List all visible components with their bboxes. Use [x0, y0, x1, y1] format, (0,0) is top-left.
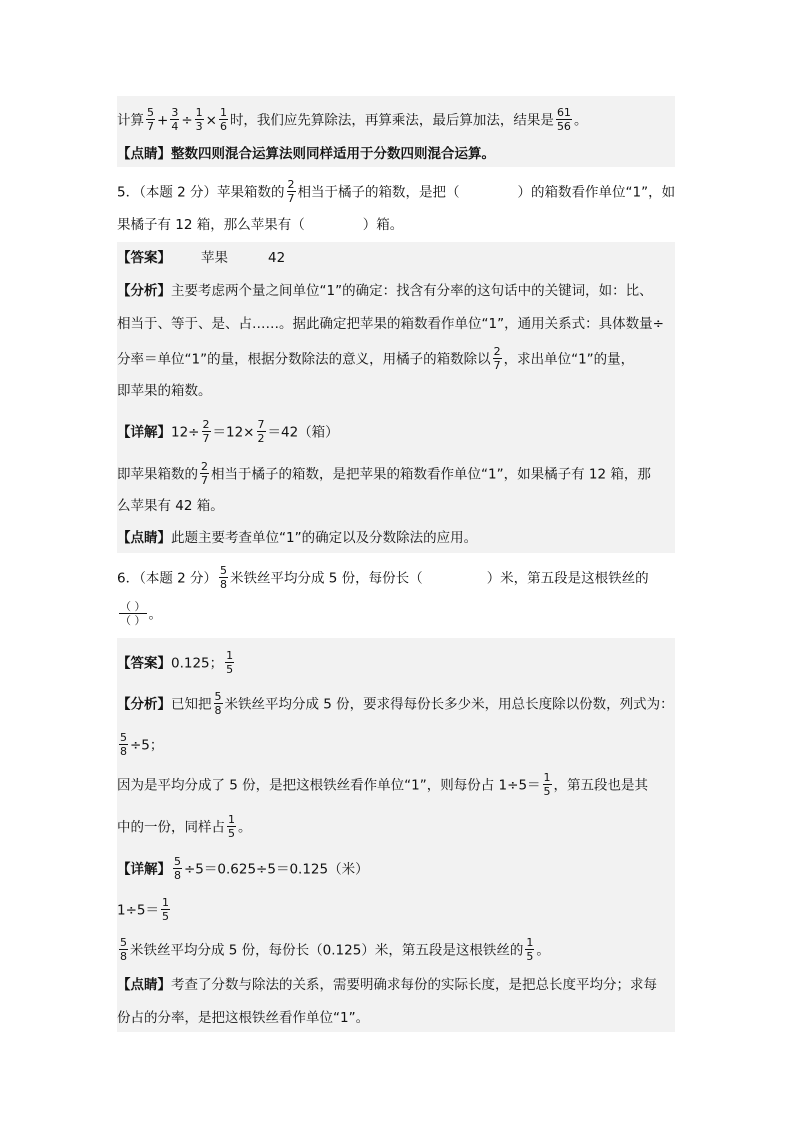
- fraction: [214, 691, 223, 716]
- fraction: [257, 419, 266, 444]
- q6-detail-line3: $\frac{5}{8}$ 米铁丝平均分成 5 份，每份长（0.125）米，第五段是这根铁丝的 $\frac{1}{5}$ 。: [120, 936, 550, 963]
- fraction-denominator: 5: [526, 950, 534, 963]
- blank-fraction: [119, 601, 147, 626]
- fraction-numerator: 1: [226, 649, 234, 662]
- q5-detail-line3: 么苹果有 42 箱。: [117, 498, 224, 514]
- detail-label: 【详解】: [117, 861, 171, 878]
- q6-answer: 【答案】0.125； $\frac{1}{5}$: [117, 649, 234, 676]
- dianjing-text: 整数四则混合运算法则同样适用于分数四则混合运算。: [171, 146, 495, 162]
- fraction-denominator: 8: [174, 869, 181, 882]
- fraction-numerator: 3: [171, 106, 179, 119]
- q6-analysis-line2: $\frac{5}{8}$ ÷5；: [120, 731, 164, 758]
- q6-analysis-line4: 中的一份，同样占 $\frac{1}{5}$ 。: [117, 813, 252, 840]
- fraction-numerator: 2: [201, 460, 208, 473]
- fraction-denominator: 8: [220, 578, 228, 591]
- fraction-denominator: 5: [162, 910, 169, 923]
- q5-analysis-line2: 相当于、等于、是、占……。据此确定把苹果的箱数看作单位“1”，通用关系式：具体数量÷: [117, 316, 664, 332]
- fraction: [543, 772, 552, 797]
- previous-dianjing: [117, 145, 675, 163]
- q5-detail-line1: 【详解】12÷ $\frac{2}{7}$ ＝12× $\frac{7}{2}$ ＝42（箱）: [117, 418, 339, 445]
- fraction: [170, 107, 179, 132]
- fraction-denominator: 7: [202, 432, 210, 445]
- q5-detail-line2: 即苹果箱数的 $\frac{2}{7}$ 相当于橘子的箱数，是把苹果的箱数看作单位“1”，如果橘子有 12 箱，那: [117, 460, 651, 487]
- fraction-denominator: 8: [214, 704, 222, 717]
- fraction-numerator: （ ）: [120, 600, 146, 613]
- fraction: [200, 461, 209, 486]
- fraction-numerator: 5: [174, 855, 181, 868]
- q6-dianjing-line2: 份占的分率，是把这根铁丝看作单位“1”。: [117, 1010, 370, 1026]
- fraction: [173, 856, 182, 881]
- analysis-label: 【分析】: [117, 696, 171, 713]
- q5-analysis-line3: 分率＝单位“1”的量，根据分数除法的意义，用橘子的箱数除以 $\frac{2}{7}$ ，求出单位“1”的量，: [117, 345, 635, 372]
- fraction: [525, 937, 534, 962]
- fraction: [493, 346, 502, 371]
- fraction-denominator: 8: [120, 950, 127, 963]
- fraction-numerator: 1: [228, 813, 235, 826]
- fraction: [287, 179, 296, 204]
- fraction-numerator: 5: [147, 106, 154, 119]
- analysis-label: 【分析】: [117, 283, 171, 299]
- fraction: [225, 650, 234, 675]
- fraction: [219, 565, 228, 590]
- fraction-denominator: 7: [493, 359, 501, 372]
- fraction-numerator: 2: [287, 178, 295, 191]
- fraction-denominator: 56: [556, 120, 571, 133]
- fraction-denominator: 7: [147, 120, 154, 133]
- q6-dianjing-line1: 【点睛】考查了分数与除法的关系，需要明确求每份的实际长度，是把总长度平均分；求每: [117, 977, 657, 993]
- fraction-numerator: 1: [195, 106, 203, 119]
- q5-analysis-line4: 即苹果的箱数。: [117, 383, 212, 399]
- answer-label: 【答案】: [117, 250, 171, 266]
- fraction-numerator: 1: [543, 771, 551, 784]
- q6-detail-line1: 【详解】 $\frac{5}{8}$ ÷5＝0.625÷5＝0.125（米）: [117, 855, 369, 882]
- fraction-denominator: 5: [543, 785, 551, 798]
- fraction: [119, 732, 128, 757]
- answer-value: 42: [268, 250, 286, 266]
- fraction: [195, 107, 204, 132]
- q6-analysis-line3: 因为是平均分成了 5 份，是把这根铁丝看作单位“1”，则每份占 1÷5＝ $\frac{1}{5}$ ，第五段也是其: [117, 771, 649, 798]
- fraction-numerator: 5: [220, 564, 228, 577]
- fraction-denominator: 7: [287, 192, 295, 205]
- detail-label: 【详解】: [117, 424, 171, 441]
- q5-stem-line2: 果橘子有 12 箱，那么苹果有（ ）箱。: [117, 217, 404, 233]
- fraction: [202, 419, 211, 444]
- q6-stem-line2: $\frac{( )}{( )}$ 。: [120, 600, 162, 627]
- q6-stem-line1: 6．（本题 2 分） $\frac{5}{8}$ 米铁丝平均分成 5 份，每份长（ ）米，第五段是这根铁丝的: [117, 564, 649, 591]
- fraction-denominator: （ ）: [120, 614, 146, 627]
- q5-analysis-line1: 【分析】主要考虑两个量之间单位“1”的确定：找含有分率的这句话中的关键词，如：比、: [117, 283, 653, 299]
- fraction-numerator: 5: [120, 731, 127, 744]
- fraction-denominator: 3: [195, 120, 203, 133]
- fraction-numerator: 5: [120, 936, 127, 949]
- fraction-numerator: 1: [526, 936, 534, 949]
- fraction-denominator: 2: [257, 432, 265, 445]
- fraction: [556, 107, 572, 132]
- fraction-denominator: 6: [219, 120, 227, 133]
- fraction-numerator: 5: [214, 690, 222, 703]
- dianjing-label: 【点睛】: [117, 530, 171, 546]
- fraction: [227, 814, 236, 839]
- fraction-denominator: 7: [201, 474, 208, 487]
- previous-solution-line: 计算 $\frac{5}{7}$ + $\frac{3}{4}$ ÷ $\frac{1}{3}$ × $\frac{1}{6}$ 时，我们应先算除法，再算乘法，最后算加法，结果是 $\frac{61}{56}$ 。: [117, 106, 588, 133]
- fraction-numerator: 7: [257, 418, 265, 431]
- fraction-numerator: 2: [493, 345, 501, 358]
- fraction-numerator: 2: [202, 418, 210, 431]
- q5-dianjing: 【点睛】此题主要考查单位“1”的确定以及分数除法的应用。: [117, 530, 478, 546]
- dianjing-label: 【点睛】: [117, 146, 171, 162]
- fraction: [161, 897, 170, 922]
- fraction-numerator: 1: [162, 896, 169, 909]
- fraction-denominator: 5: [228, 827, 235, 840]
- fraction-denominator: 8: [120, 745, 127, 758]
- q5-stem-line1: 5．（本题 2 分）苹果箱数的 $\frac{2}{7}$ 相当于橘子的箱数，是把（ ）的箱数看作单位“1”，如: [117, 178, 676, 205]
- fraction-denominator: 5: [226, 663, 234, 676]
- fraction-numerator: 61: [556, 106, 571, 119]
- answer-label: 【答案】: [117, 655, 171, 672]
- fraction-numerator: 1: [219, 106, 227, 119]
- fraction-denominator: 4: [171, 120, 179, 133]
- q6-detail-line2: 1÷5＝ $\frac{1}{5}$: [117, 896, 169, 923]
- q6-analysis-line1: 【分析】已知把 $\frac{5}{8}$ 米铁丝平均分成 5 份，要求得每份长多少米，用总长度除以份数，列式为：: [117, 690, 674, 717]
- answer-value: 苹果: [201, 250, 228, 266]
- fraction: [119, 937, 128, 962]
- q5-answer: [117, 249, 675, 267]
- dianjing-label: 【点睛】: [117, 977, 171, 993]
- fraction: [146, 107, 155, 132]
- fraction: [219, 107, 228, 132]
